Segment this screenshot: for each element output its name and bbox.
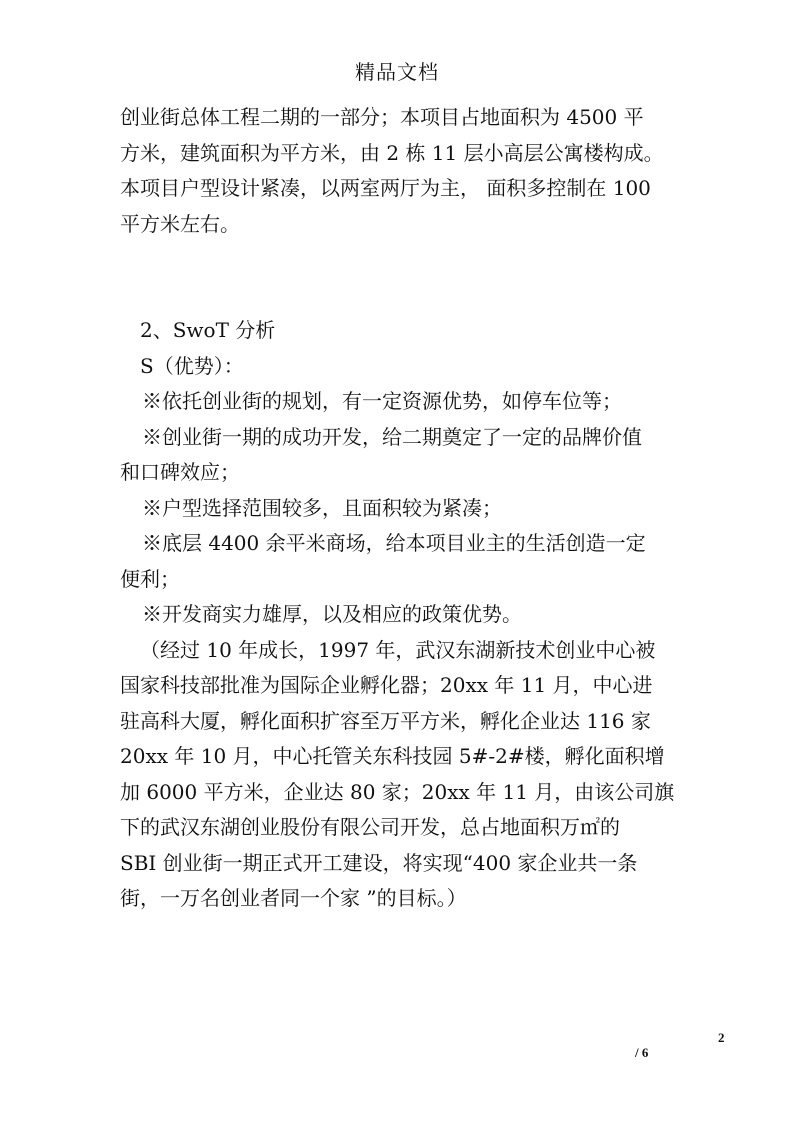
paragraph-line: 国家科技部批准为国际企业孵化器；20xx 年 11 月，中心进 (120, 673, 653, 697)
paragraph-spacer (120, 278, 680, 314)
paragraph-line: （经过 10 年成长，1997 年，武汉东湖新技术创业中心被 (140, 637, 656, 662)
bullet-line: ※开发商实力雄厚，以及相应的政策优势。 (142, 602, 522, 626)
paragraph-line: 20xx 年 10 月，中心托管关东科技园 5#-2#楼，孵化面积增 (120, 744, 665, 768)
paragraph-line: 平方米左右。 (120, 211, 240, 236)
paragraph-line: 和口碑效应； (120, 460, 240, 484)
bullet-line: ※依托创业街的规划，有一定资源优势，如停车位等； (142, 389, 622, 413)
paragraph-line: 下的武汉东湖创业股份有限公司开发，总占地面积万㎡的 (120, 815, 620, 839)
paragraph-line: 方米，建筑面积为平方米，由 2 栋 11 层小高层公寓楼构成。 (120, 140, 664, 165)
section-heading: 2、SwoT 分析 (140, 318, 276, 342)
bullet-line: ※户型选择范围较多，且面积较为紧凑； (142, 495, 502, 520)
document-body (120, 100, 680, 917)
page-total: / 6 (635, 1045, 649, 1060)
bullet-line: ※创业街一期的成功开发，给二期奠定了一定的品牌价值 (142, 424, 642, 449)
paragraph-line: 本项目户型设计紧凑，以两室两厅为主， 面积多控制在 100 (120, 176, 651, 200)
bullet-line: ※底层 4400 余平米商场，给本项目业主的生活创造一定 (142, 531, 646, 555)
paragraph-line: 便利； (120, 566, 180, 591)
paragraph-spacer (120, 242, 680, 278)
page-header-title: 精品文档 (355, 60, 439, 84)
subsection-heading: S（优势）： (140, 353, 244, 378)
page-number: 2 (718, 1030, 725, 1045)
paragraph-line: 创业街总体工程二期的一部分；本项目占地面积为 4500 平 (120, 105, 644, 129)
paragraph-line: 街，一万名创业者同一个家 ”的目标。） (120, 886, 467, 910)
paragraph-line: SBI 创业街一期正式开工建设，将实现“400 家企业共一条 (120, 850, 638, 875)
paragraph-line: 驻高科大厦，孵化面积扩容至万平方米，孵化企业达 116 家 (120, 708, 651, 733)
paragraph-line: 加 6000 平方米，企业达 80 家；20xx 年 11 月，由该公司旗 (120, 779, 675, 804)
